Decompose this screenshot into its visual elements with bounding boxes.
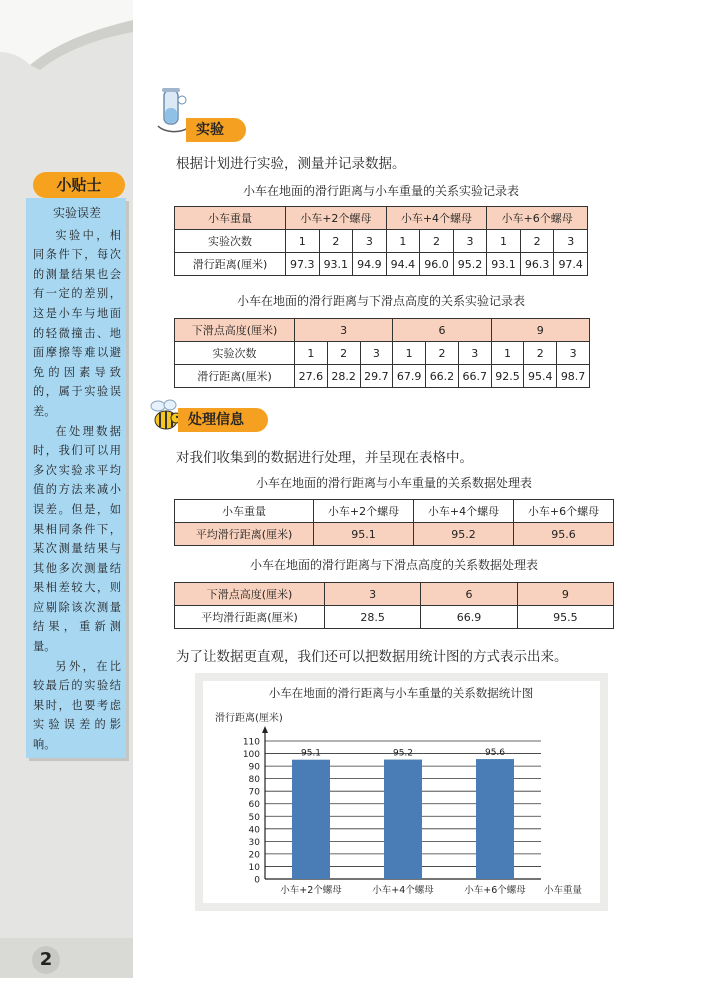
table-cell: 66.9 [421,606,517,629]
table2-height-record [174,318,590,388]
tips-paragraph-1: 实验中，相同条件下，每次的测量结果也会有一定的差别，这是小车与地面的轻微撞击、地面摩擦等难以避免的因素导致的，属于实验误差。 [33,228,121,418]
table-cell: 2 [524,342,557,365]
table-row-label: 实验次数 [175,342,295,365]
chart-frame [195,673,608,911]
table-cell: 1 [286,230,320,253]
chart-y-tick-label: 40 [248,825,260,836]
table-row [175,606,614,629]
table-cell: 2 [426,342,459,365]
chart-panel [203,681,600,903]
table3-weight-processing [174,499,614,546]
table-header-cell: 6 [421,583,517,606]
table-row [175,207,588,230]
table-cell: 98.7 [557,365,590,388]
table-cell: 3 [353,230,387,253]
chart-category-label: 小车+4个螺母 [372,885,434,896]
table-row-label: 实验次数 [175,230,286,253]
table-cell: 27.6 [295,365,328,388]
table-row [175,342,590,365]
chart-intro: 为了让数据更直观，我们还可以把数据用统计图的方式表示出来。 [176,649,568,665]
table-cell: 3 [360,342,393,365]
table-row-label: 滑行距离(厘米) [175,253,286,276]
table-cell: 3 [554,230,588,253]
table-cell: 1 [491,342,524,365]
table-cell: 95.2 [453,253,487,276]
table-cell: 3 [557,342,590,365]
table-row-label: 平均滑行距离(厘米) [175,606,325,629]
chart-y-axis-arrow [262,726,268,733]
table-cell: 2 [327,342,360,365]
table4-caption: 小车在地面的滑行距离与下滑点高度的关系数据处理表 [249,558,538,572]
table-row [175,319,590,342]
table-cell: 93.1 [319,253,353,276]
chart-category-label: 小车+2个螺母 [280,885,342,896]
table-cell: 66.7 [458,365,491,388]
table-row-label: 滑行距离(厘米) [175,365,295,388]
table-row [175,583,614,606]
table-cell: 1 [386,230,420,253]
page-number-box [0,938,133,978]
chart-bar [292,760,330,879]
table-cell: 2 [420,230,454,253]
table-cell: 95.6 [514,523,614,546]
table-row [175,523,614,546]
chart-x-axis-label: 小车重量 [543,885,583,896]
page-number: 2 [32,946,60,974]
chart-y-tick-label: 100 [242,750,260,761]
table-row [175,500,614,523]
experiment-intro: 根据计划进行实验，测量并记录数据。 [176,156,406,172]
table-row [175,253,588,276]
tips-paragraph-3: 另外，在比较最后的实验结果时，也要考虑实验误差的影响。 [33,659,121,752]
table-header-cell: 小车重量 [175,500,314,523]
chart-y-tick-label: 30 [248,837,260,848]
table-header-cell: 小车+4个螺母 [386,207,487,230]
table-cell: 67.9 [393,365,426,388]
table-cell: 1 [393,342,426,365]
table-header-cell: 小车重量 [175,207,286,230]
chart-bar [384,760,422,879]
table-cell: 97.3 [286,253,320,276]
chart-category-label: 小车+6个螺母 [464,885,526,896]
chart-y-tick-label: 80 [248,775,260,786]
table-header-cell: 小车+2个螺母 [314,500,414,523]
chart-y-axis-label: 滑行距离(厘米) [215,713,283,724]
table-cell: 28.2 [327,365,360,388]
table-header-cell: 小车+2个螺母 [286,207,387,230]
chart-title: 小车在地面的滑行距离与小车重量的关系数据统计图 [268,686,534,700]
chart-data-label: 95.1 [300,748,322,759]
table-cell: 97.4 [554,253,588,276]
table-cell: 94.9 [353,253,387,276]
table-cell: 94.4 [386,253,420,276]
chart-bar [476,759,514,879]
section-label-processing: 处理信息 [178,408,268,432]
table-cell: 95.1 [314,523,414,546]
table-cell: 3 [458,342,491,365]
table-cell: 95.2 [414,523,514,546]
chart-data-label: 95.6 [484,748,506,759]
tips-panel [26,198,126,758]
tips-paragraph-2: 在处理数据时，我们可以用多次实验求平均值的方法来减小误差。但是，如果相同条件下，某次测量结果与其他多次测量结果相差较大，则应剔除该次测量结果，重新测量。 [33,424,121,654]
table-header-cell: 小车+6个螺母 [487,207,588,230]
processing-intro: 对我们收集到的数据进行处理，并呈现在表格中。 [176,450,473,466]
table3-caption: 小车在地面的滑行距离与小车重量的关系数据处理表 [255,476,532,490]
chart-data-label: 95.2 [392,748,414,759]
table-row [175,230,588,253]
table2-caption: 小车在地面的滑行距离与下滑点高度的关系实验记录表 [236,294,525,308]
tips-title: 小贴士 [33,172,125,198]
table-cell: 66.2 [426,365,459,388]
table-cell: 92.5 [491,365,524,388]
table4-height-processing [174,582,614,629]
tips-subtitle: 实验误差 [52,206,101,220]
table-cell: 28.5 [325,606,421,629]
chart-y-tick-label: 110 [242,737,260,748]
page-curl-decoration [0,0,133,70]
table-header-cell: 下滑点高度(厘米) [175,583,325,606]
table-header-cell: 小车+4个螺母 [414,500,514,523]
table1-caption: 小车在地面的滑行距离与小车重量的关系实验记录表 [242,184,519,198]
table-cell: 96.0 [420,253,454,276]
table-header-cell: 3 [295,319,393,342]
table-header-cell: 9 [517,583,613,606]
chart-y-tick-label: 0 [254,875,260,886]
table-cell: 2 [520,230,554,253]
table1-weight-record [174,206,588,276]
chart-y-tick-label: 20 [248,850,260,861]
bar-chart [203,681,600,903]
table-cell: 95.5 [517,606,613,629]
table-header-cell: 6 [393,319,491,342]
table-cell: 2 [319,230,353,253]
table-header-cell: 9 [491,319,589,342]
section-label-experiment: 实验 [186,118,246,142]
chart-y-tick-label: 60 [248,800,260,811]
table-cell: 1 [487,230,521,253]
table-cell: 93.1 [487,253,521,276]
table-header-cell: 小车+6个螺母 [514,500,614,523]
chart-y-tick-label: 10 [248,862,260,873]
table-row-label: 平均滑行距离(厘米) [175,523,314,546]
chart-y-tick-label: 50 [248,812,260,823]
chart-y-tick-label: 90 [248,762,260,773]
table-cell: 96.3 [520,253,554,276]
table-cell: 29.7 [360,365,393,388]
table-cell: 95.4 [524,365,557,388]
table-cell: 1 [295,342,328,365]
table-row [175,365,590,388]
table-header-cell: 3 [325,583,421,606]
table-header-cell: 下滑点高度(厘米) [175,319,295,342]
table-cell: 3 [453,230,487,253]
chart-y-tick-label: 70 [248,787,260,798]
